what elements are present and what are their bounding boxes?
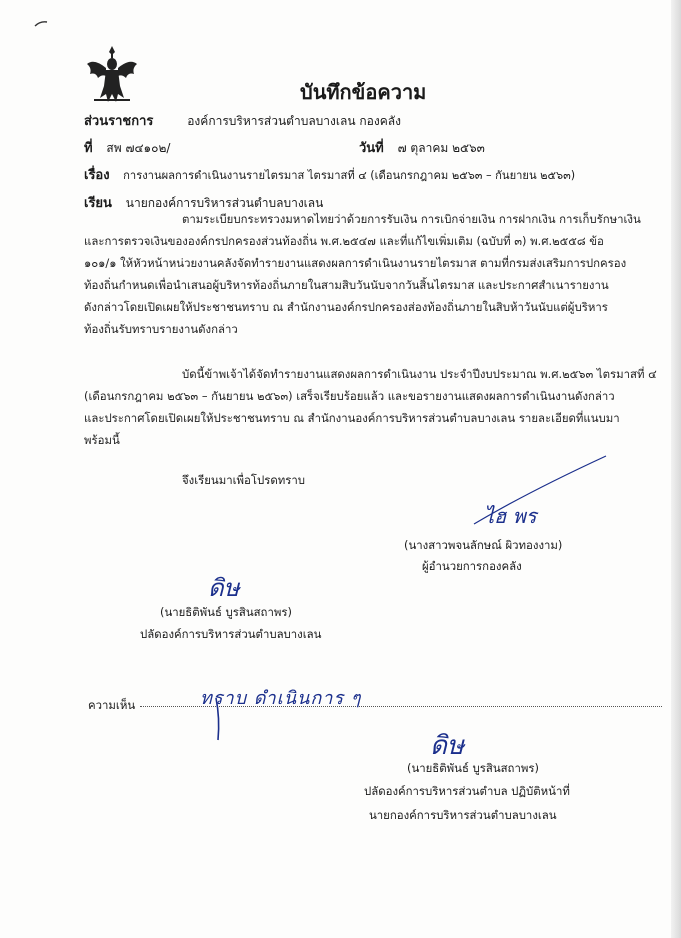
para1-line: และการตรวจเงินขององค์กรปกครองส่วนท้องถิ่น พ.ศ.๒๕๔๗ และที่แก้ไขเพิ่มเติม (ฉบับที่ ๓) พ.ศ.๒๕๕๘ ข้อ: [84, 234, 604, 248]
garuda-emblem-icon: [84, 44, 140, 106]
to-value: นายกองค์การบริหารส่วนตำบลบางเลน: [125, 196, 324, 210]
signer-2-title: ปลัดองค์การบริหารส่วนตำบลบางเลน: [140, 627, 322, 641]
date-value: ๗ ตุลาคม ๒๕๖๓: [397, 141, 485, 155]
para1-line: ท้องถิ่นรับทราบรายงานดังกล่าว: [84, 322, 238, 336]
para2-line: และประกาศโดยเปิดเผยให้ประชาชนทราบ ณ สำนักงานองค์การบริหารส่วนตำบลบางเลน รายละเอียดที่แนบมา: [84, 411, 620, 425]
signer-2-name: (นายธิติพันธ์ บูรสินสถาพร): [160, 605, 292, 619]
agency-value: องค์การบริหารส่วนตำบลบางเลน กองคลัง: [187, 114, 401, 128]
ref-label: ที่: [84, 141, 93, 156]
agency-line: [84, 110, 401, 131]
paragraph-1: [84, 208, 674, 340]
signature-1: ไฮ พร: [484, 504, 537, 528]
para1-line: ๑๐๑/๑ ให้หัวหน้าหน่วยงานคลังจัดทำรายงานแสดงผลการดำเนินงานรายไตรมาส ตามที่กรมส่งเสริมการปกครอง: [84, 256, 627, 270]
date-line: [359, 137, 485, 158]
signer-3-title-1: ปลัดองค์การบริหารส่วนตำบล ปฏิบัติหน้าที่: [364, 784, 570, 798]
ref-value: สพ ๗๔๑๐๒/: [106, 141, 171, 155]
closing-line: จึงเรียนมาเพื่อโปรดทราบ: [182, 473, 305, 487]
para1-line: ตามระเบียบกระทรวงมหาดไทยว่าด้วยการรับเงิน การเบิกจ่ายเงิน การฝากเงิน การเก็บรักษาเงิน: [182, 212, 641, 226]
signature-2: ดิษ: [208, 574, 240, 602]
page-edge: [671, 0, 681, 938]
date-label: วันที่: [359, 141, 384, 156]
subject-label: เรื่อง: [84, 168, 110, 183]
opinion-handwriting: ทราบ ดำเนินการ ๆ: [200, 688, 362, 709]
para2-line: พร้อมนี้: [84, 433, 120, 447]
signer-3-title-2: นายกองค์การบริหารส่วนตำบลบางเลน: [369, 808, 557, 822]
para1-line: ท้องถิ่นกำหนดเพื่อนำเสนอผู้บริหารท้องถิ่นภายในสามสิบวันนับจากวันสิ้นไตรมาส และประกาศสำเนารายงาน: [84, 278, 609, 292]
ink-mark: [34, 20, 48, 28]
signer-3-name: (นายธิติพันธ์ บูรสินสถาพร): [407, 761, 539, 775]
subject-value: การงานผลการดำเนินงานรายไตรมาส ไตรมาสที่ ๔ (เดือนกรกฎาคม ๒๕๖๓ – กันยายน ๒๕๖๓): [123, 169, 576, 182]
memo-title: บันทึกข้อความ: [300, 80, 427, 104]
para2-line: บัดนี้ข้าพเจ้าได้จัดทำรายงานแสดงผลการดำเนินงาน ประจำปีงบประมาณ พ.ศ.๒๕๖๓ ไตรมาสที่ ๔: [182, 367, 657, 381]
para2-line: (เดือนกรกฎาคม ๒๕๖๓ – กันยายน ๒๕๖๓) เสร็จเรียบร้อยแล้ว และขอรายงานแสดงผลการดำเนินงานดังกล่าว: [84, 389, 615, 403]
para1-line: ดังกล่าวโดยเปิดเผยให้ประชาชนทราบ ณ สำนักงานองค์กรปกครองส่องท้องถิ่นภายในสิบห้าวันนับแต่ผู้บริหาร: [84, 300, 608, 314]
to-label: เรียน: [84, 196, 112, 211]
paragraph-2: [84, 363, 674, 451]
signer-1-title: ผู้อำนวยการกองคลัง: [422, 559, 522, 573]
agency-label: ส่วนราชการ: [84, 114, 154, 129]
handwriting-stroke: [206, 694, 236, 744]
subject-line: [84, 164, 575, 185]
opinion-label: ความเห็น: [88, 698, 136, 712]
signature-3: ดิษ: [430, 731, 465, 761]
signer-1-name: (นางสาวพจนลักษณ์ ผิวทองงาม): [404, 538, 563, 552]
ref-line: [84, 137, 170, 158]
